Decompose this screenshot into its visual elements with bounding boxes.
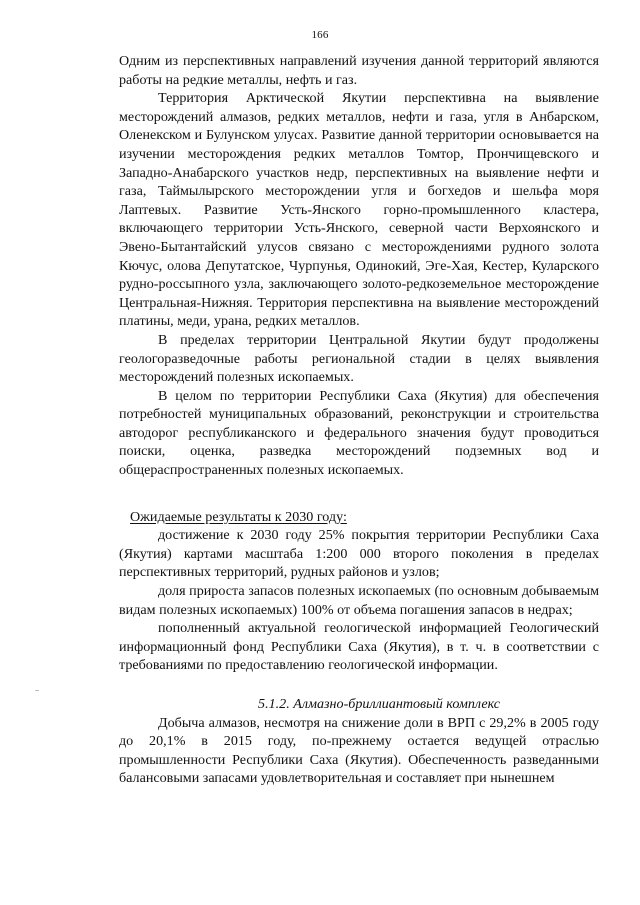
- paragraph: Территория Арктической Якутии перспективна на выявление месторождений алмазов, редких металлов, нефти и газа, угля в Анбарском, Оленекском и Булунском улусах. Развитие данной территории основывается на изучении месторождения редких металлов Томтор, Прончищевского и Западно-Анабарского участков недр, перспективных на выявление нефти и газа, Таймылырского месторождении угля и богхедов и шельфа моря Лаптевых. Развитие Усть-Янского горно-промышленного кластера, включающего территории Усть-Янского, северной части Верхоянского и Эвено-Бытантайский улусов связано с месторождениями рудного золота Кючус, олова Депутатское, Чурпунья, Одинокий, Эге-Хая, Кестер, Куларского рудно-россыпного узла, заключающего золото-редкоземельное месторождение Центральная-Нижняя. Территория перспективна на выявление месторождений платины, меди, урана, редких металлов.: [119, 90, 599, 330]
- document-body: [119, 52, 599, 788]
- margin-mark: [35, 690, 39, 691]
- paragraph: В целом по территории Республики Саха (Якутия) для обеспечения потребностей муниципальных образований, реконструкции и строительства автодорог республиканского и федерального значения будут проводиться поиски, оценка, разведка месторождений подземных вод и общераспространенных полезных ископаемых.: [119, 387, 599, 479]
- paragraph: Добыча алмазов, несмотря на снижение доли в ВРП с 29,2% в 2005 году до 20,1% в 2015 году, по-прежнему остается ведущей отраслью промышленности Республики Саха (Якутия). Обеспеченность разведанными балансовыми запасами удовлетворительная и составляет при нынешнем: [119, 714, 599, 787]
- paragraph: В пределах территории Центральной Якутии будут продолжены геологоразведочные работы региональной стадии в целях выявления месторождений полезных ископаемых.: [119, 331, 599, 386]
- page-number: 166: [311, 29, 329, 41]
- expected-result-item: пополненный актуальной геологической информацией Геологический информационный фонд Республики Саха (Якутия), в т. ч. в соответствии с требованиями по предоставлению геологической информации.: [119, 620, 599, 674]
- expected-result-item: достижение к 2030 году 25% покрытия территории Республики Саха (Якутия) картами масштаба 1:200 000 второго поколения в пределах перспективных территорий, рудных районов и узлов;: [119, 527, 599, 581]
- expected-result-item: доля прироста запасов полезных ископаемых (по основным добываемым видам полезных ископаемых) 100% от объема погашения запасов в недрах;: [119, 583, 599, 618]
- paragraph: Одним из перспективных направлений изучения данной территорий являются работы на редкие металлы, нефть и газ.: [119, 53, 599, 88]
- expected-results-heading: Ожидаемые результаты к 2030 году:: [130, 508, 347, 525]
- subsection-title: 5.1.2. Алмазно-бриллиантовый комплекс: [258, 696, 500, 712]
